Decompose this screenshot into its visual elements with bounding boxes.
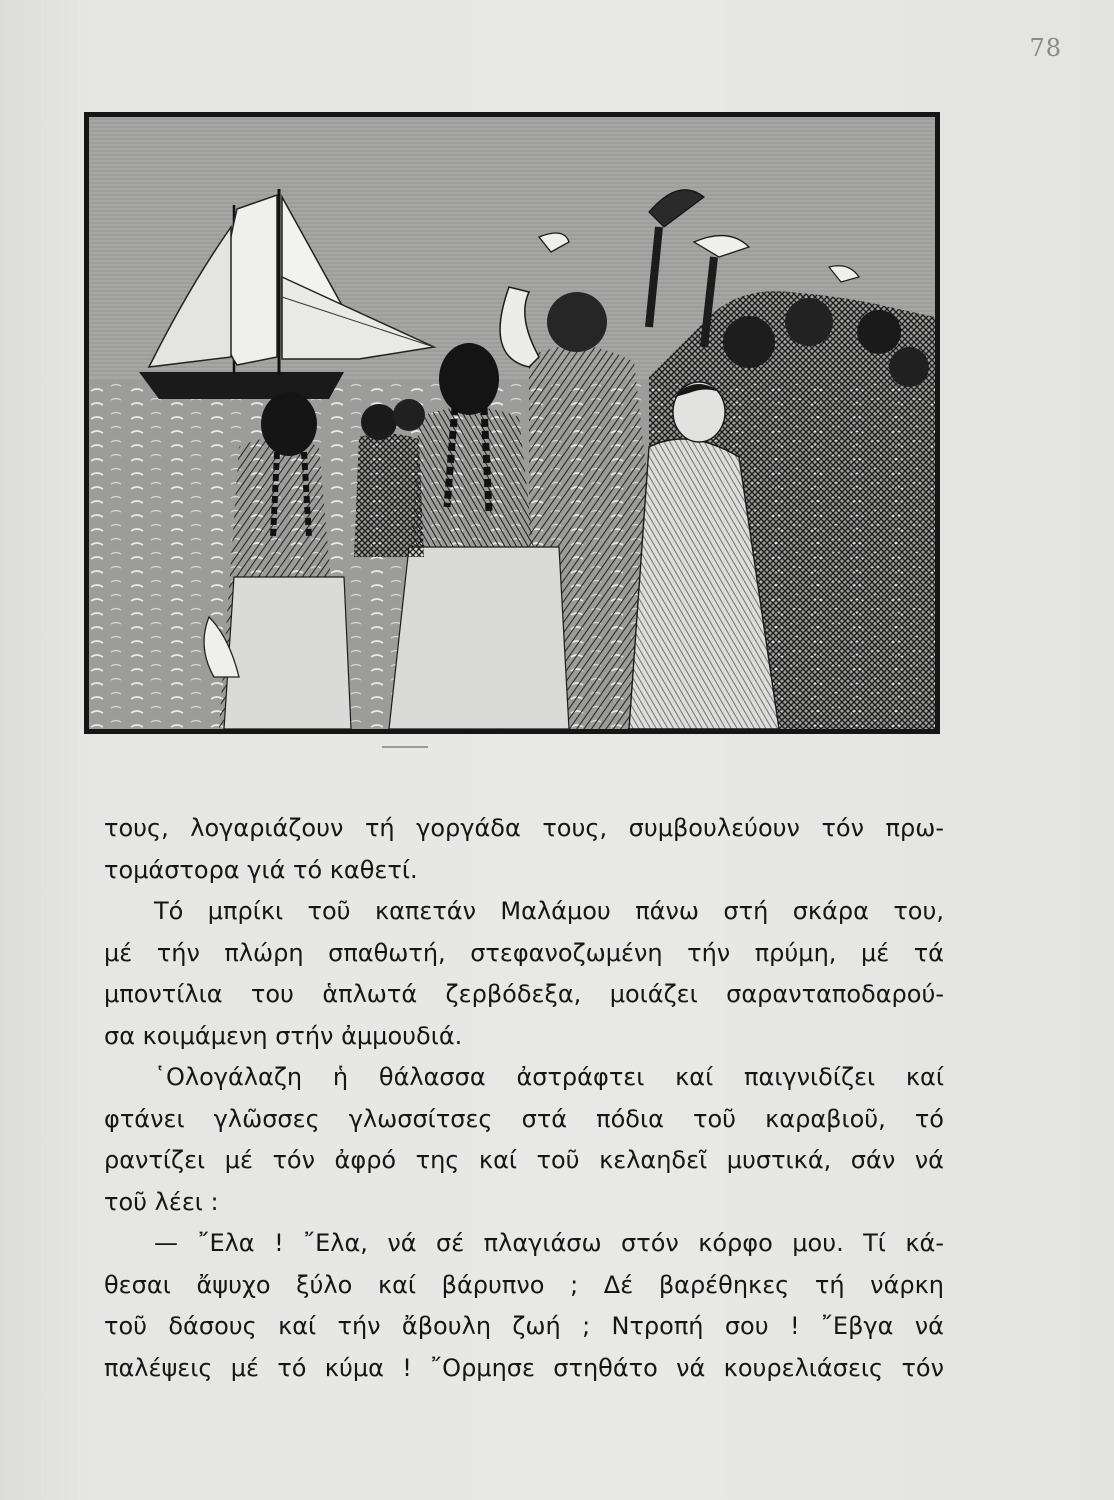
- text-line: θεσαι ἄψυχο ξύλο καί βάρυπνο ; Δέ βαρέθηκες τή νάρκη: [104, 1270, 944, 1299]
- text-line: τομάστορα γιά τό καθετί.: [104, 855, 418, 884]
- text-line: μέ τήν πλώρη σπαθωτή, στεφανοζωμένη τήν πρύμη, μέ τά: [104, 938, 944, 967]
- text-line: μποντίλια του ἁπλωτά ζερβόδεξα, μοιάζει σαρανταποδαρού-: [104, 980, 944, 1008]
- separator-mark: [382, 746, 428, 748]
- text-line: παλέψεις μέ τό κύμα ! ῎Ορμησε στηθάτο νά κουρελιάσεις τόν: [104, 1353, 944, 1382]
- text-line: Τό μπρίκι τοῦ καπετάν Μαλάμου πάνω στή σκάρα του,: [154, 897, 944, 925]
- body-text: [104, 808, 944, 1389]
- page-number: 78: [1029, 34, 1062, 62]
- text-line: σα κοιμάμενη στήν ἀμμουδιά.: [104, 1021, 463, 1050]
- text-line: ῾Ολογάλαζη ἡ θάλασσα ἀστράφτει καί παιγνιδίζει καί: [154, 1063, 944, 1091]
- text-line: — ῎Ελα ! ῎Ελα, νά σέ πλαγιάσω στόν κόρφο μου. Τί κά-: [154, 1229, 944, 1257]
- illustration-engraving: [84, 112, 940, 734]
- text-line: τοῦ λέει :: [104, 1187, 219, 1216]
- text-line: ραντίζει μέ τόν ἀφρό της καί τοῦ κελαηδεῖ μυστικά, σάν νά: [104, 1146, 944, 1174]
- text-line: τους, λογαριάζουν τή γοργάδα τους, συμβουλεύουν τόν πρω-: [104, 814, 944, 842]
- text-line: τοῦ δάσους καί τήν ἄβουλη ζωή ; Ντροπή σου ! ῎Εβγα νά: [104, 1312, 944, 1340]
- text-line: φτάνει γλῶσσες γλωσσίτσες στά πόδια τοῦ καραβιοῦ, τό: [104, 1104, 944, 1133]
